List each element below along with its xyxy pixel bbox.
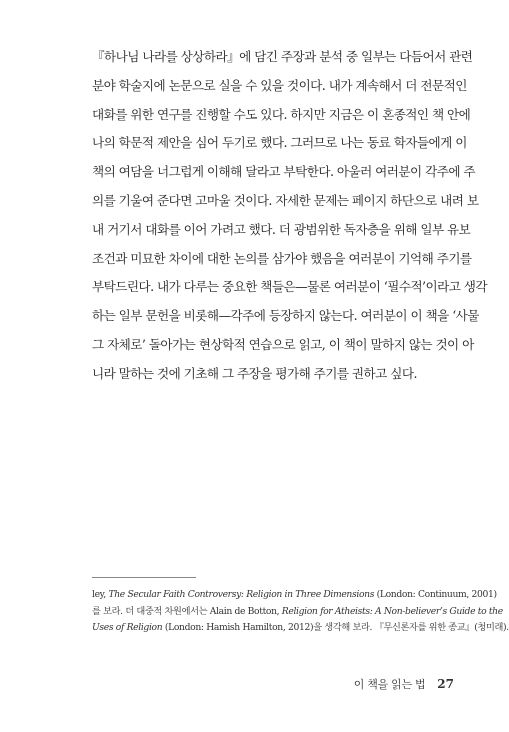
footnote-text: (London: Continuum, 2001) bbox=[374, 589, 497, 600]
footnote-text: 를 보라. 더 대중적 차원에서는 Alain de Botton, bbox=[92, 605, 282, 617]
running-title: 이 책을 읽는 법 bbox=[353, 678, 426, 691]
footnote-text: (London: Hamish Hamilton, 2012)을 생각해 보라. 『무신론자를 위한 종교』(청미래). bbox=[162, 622, 509, 634]
body-line: 나의 학문적 제안을 심어 두기로 했다. 그러므로 나는 동료 학자들에게 이 bbox=[92, 135, 467, 151]
body-line: 그 자체로’ 돌아가는 현상학적 연습으로 읽고, 이 책이 말하지 않는 것이 아 bbox=[92, 336, 474, 352]
body-text bbox=[92, 43, 488, 389]
body-line: 조건과 미묘한 차이에 대한 논의를 삼가야 했음을 여러분이 기억해 주기를 bbox=[92, 250, 472, 266]
body-line: 니라 말하는 것에 기초해 그 주장을 평가해 주기를 권하고 싶다. bbox=[92, 365, 417, 381]
footnote bbox=[92, 587, 509, 637]
body-line: 하는 일부 문헌을 비롯해—각주에 등장하지 않는다. 여러분이 이 책을 ‘사물 bbox=[92, 308, 479, 324]
body-line: 의를 기울여 준다면 고마울 것이다. 자세한 문제는 페이지 하단으로 내려 보 bbox=[92, 192, 479, 208]
book-title: The Secular Faith Controversy: Religion in Three Dimensions bbox=[108, 589, 375, 600]
body-line: 내 거기서 대화를 이어 가려고 했다. 더 광범위한 독자층을 위해 일부 유보 bbox=[92, 221, 471, 237]
body-line: 『하나님 나라를 상상하라』에 담긴 주장과 분석 중 일부는 다듬어서 관련 bbox=[92, 49, 473, 64]
body-line: 분야 학술지에 논문으로 실을 수 있을 것이다. 내가 계속해서 더 전문적인 bbox=[92, 77, 467, 93]
page-number: 27 bbox=[437, 677, 454, 691]
body-line: 부탁드린다. 내가 다루는 중요한 책들은—물론 여러분이 ‘필수적’이라고 생각 bbox=[92, 279, 488, 295]
footnote-line bbox=[92, 587, 497, 604]
body-line: 대화를 위한 연구를 진행할 수도 있다. 하지만 지금은 이 혼종적인 책 안에 bbox=[92, 106, 471, 122]
footnote-line bbox=[92, 620, 509, 637]
footnote-line bbox=[92, 604, 503, 621]
folio bbox=[354, 676, 454, 692]
footnote-text: ley, bbox=[92, 589, 109, 600]
book-title: Religion for Atheists: A Non-believer’s Guide to the bbox=[281, 605, 503, 617]
body-line: 책의 여담을 너그럽게 이해해 달라고 부탁한다. 아울러 여러분이 각주에 주 bbox=[92, 164, 475, 180]
book-title: Uses of Religion bbox=[92, 622, 163, 634]
footnote-rule bbox=[92, 577, 196, 578]
